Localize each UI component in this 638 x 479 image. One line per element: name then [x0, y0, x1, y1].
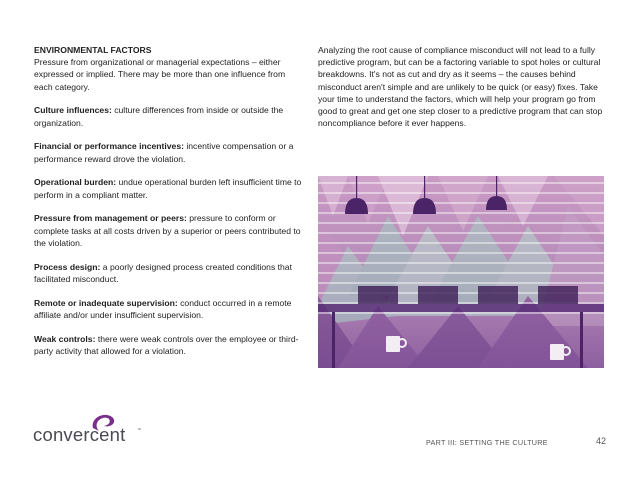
factor-description: culture differences from inside or outside the organization. [34, 105, 284, 128]
factor-description: there were weak controls over the employee or third-party activity that allowed for a violation. [34, 333, 299, 356]
factor-description: pressure to conform or complete tasks at all costs driven by a superior or peers contributed to the violation. [34, 213, 301, 248]
logo-trademark: ™ [137, 427, 141, 432]
factor-item [34, 333, 302, 357]
analysis-paragraph: Analyzing the root cause of compliance misconduct will not lead to a fully predictive program, but can be a factoring variable to spot holes or cultural breakdowns. It's not as cut and dry as it seems – the causes behind misconduct aren't simple and are unlikely to be quick (or easy) fixes. Take your time to understand the factors, which will help your program go from good to great and get one step closer to a predictive program that can stop noncompliance before it ever happens. [318, 45, 603, 129]
convercent-logo [33, 412, 143, 448]
factor-description: conduct occurred in a remote affiliate and/or under insufficient supervision. [34, 297, 292, 320]
section-heading: ENVIRONMENTAL FACTORS [34, 45, 152, 55]
factor-term: Process design: [34, 261, 101, 272]
factor-item [34, 104, 302, 128]
factor-term: Pressure from management or peers: [34, 213, 187, 224]
factor-description: a poorly designed process created conditions that facilitated misconduct. [34, 261, 292, 284]
factor-description: incentive compensation or a performance reward drove the violation. [34, 141, 294, 164]
factor-term: Remote or inadequate supervision: [34, 297, 178, 308]
factor-item [34, 176, 302, 200]
factor-item [34, 297, 302, 321]
environmental-factors-column [34, 44, 302, 369]
analysis-column [318, 44, 610, 129]
intro-text: Pressure from organizational or managerial expectations – either expressed or implied. There may be more than one influence from each category. [34, 57, 286, 92]
logo-wordmark: convercent [33, 424, 126, 445]
factor-description: undue operational burden left insufficient time to perform in a compliant matter. [34, 177, 302, 200]
factor-item [34, 140, 302, 164]
factor-term: Weak controls: [34, 333, 96, 344]
factor-term: Financial or performance incentives: [34, 141, 184, 152]
factor-term: Operational burden: [34, 177, 117, 188]
factor-item [34, 212, 302, 249]
page-number: 42 [596, 436, 607, 446]
intro-paragraph [34, 44, 302, 93]
factor-term: Culture influences: [34, 105, 112, 116]
section-label: PART III: SETTING THE CULTURE [426, 438, 548, 447]
office-table-lamps-photo [318, 176, 604, 368]
factor-item [34, 261, 302, 285]
